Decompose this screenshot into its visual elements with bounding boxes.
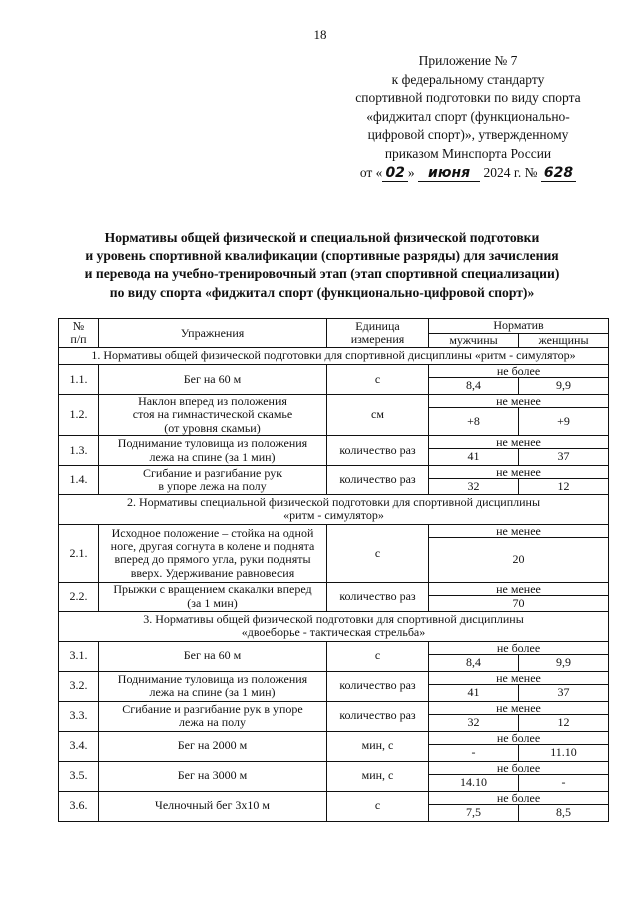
row-number: 3.6. [59, 791, 99, 821]
row-unit: см [327, 394, 429, 435]
date-month-handwritten: июня [418, 165, 480, 182]
table-row [59, 761, 609, 774]
appendix-line: «фиджитал спорт (функционально- [366, 108, 570, 124]
row-unit: с [327, 524, 429, 582]
row-qualifier: не менее [429, 582, 609, 595]
section-title: 1. Нормативы общей физической подготовки для спортивной дисциплины «ритм - симулятор» [59, 348, 609, 364]
row-unit: количество раз [327, 701, 429, 731]
row-value-women: 37 [519, 449, 609, 466]
table-row [59, 364, 609, 377]
header-women: женщины [519, 334, 609, 348]
appendix-line: приказом Минспорта России [384, 145, 552, 161]
row-number: 1.4. [59, 466, 99, 495]
row-number: 1.2. [59, 394, 99, 435]
row-exercise: Прыжки с вращением скакалки вперед (за 1 мин) [99, 582, 327, 611]
row-qualifier: не менее [429, 436, 609, 449]
date-prefix: от « [359, 164, 383, 180]
title-line: Нормативы общей физической и специальной физической подготовки [104, 230, 540, 245]
row-qualifier: не более [429, 791, 609, 804]
date-year: 2024 г. № [483, 164, 538, 180]
row-value-women: +9 [519, 408, 609, 436]
row-qualifier: не более [429, 731, 609, 744]
row-exercise: Бег на 60 м [99, 641, 327, 671]
header-num: № п/п [59, 319, 99, 348]
row-value-men: 8,4 [429, 654, 519, 671]
row-number: 3.5. [59, 761, 99, 791]
row-exercise: Наклон вперед из положения стоя на гимнастической скамье (от уровня скамьи) [99, 394, 327, 435]
table-row [59, 791, 609, 804]
order-date-line [328, 164, 608, 183]
row-unit: количество раз [327, 466, 429, 495]
page-number: 18 [313, 27, 327, 42]
title-line: и уровень спортивной квалификации (спортивные разряды) для зачисления [85, 248, 559, 264]
section-title: 3. Нормативы общей физической подготовки для спортивной дисциплины «двоеборье - тактическая стрельба» [59, 611, 609, 641]
table-row [59, 701, 609, 714]
row-number: 2.2. [59, 582, 99, 611]
row-number: 1.3. [59, 436, 99, 466]
table-row [59, 466, 609, 479]
row-exercise: Бег на 60 м [99, 364, 327, 394]
row-value-men: 41 [429, 684, 519, 701]
row-qualifier: не менее [429, 701, 609, 714]
row-unit: мин, с [327, 761, 429, 791]
row-number: 3.1. [59, 641, 99, 671]
section-title: 2. Нормативы специальной физической подготовки для спортивной дисциплины «ритм - симулятор» [59, 495, 609, 525]
row-value-men: 14.10 [429, 774, 519, 791]
row-number: 3.2. [59, 671, 99, 701]
row-qualifier: не более [429, 761, 609, 774]
row-exercise: Сгибание и разгибание рук в упоре лежа на полу [99, 466, 327, 495]
row-value-men: 8,4 [429, 377, 519, 394]
row-qualifier: не более [429, 364, 609, 377]
table-row [59, 436, 609, 449]
appendix-line: Приложение № 7 [418, 53, 518, 68]
appendix-line: к федеральному стандарту [391, 71, 545, 87]
row-exercise: Бег на 3000 м [99, 761, 327, 791]
header-unit: Единица измерения [327, 319, 429, 348]
date-day-handwritten: 02 [382, 165, 407, 182]
header-exercise: Упражнения [99, 319, 327, 348]
row-value-women: - [519, 774, 609, 791]
table-row [59, 641, 609, 654]
row-qualifier: не менее [429, 466, 609, 479]
row-exercise: Бег на 2000 м [99, 731, 327, 761]
row-exercise: Сгибание и разгибание рук в упоре лежа на полу [99, 701, 327, 731]
row-unit: мин, с [327, 731, 429, 761]
row-qualifier: не более [429, 641, 609, 654]
row-number: 3.4. [59, 731, 99, 761]
row-qualifier: не менее [429, 671, 609, 684]
row-unit: с [327, 641, 429, 671]
appendix-block [328, 52, 608, 182]
date-mid: » [407, 164, 415, 180]
row-value-women: 9,9 [519, 654, 609, 671]
row-number: 3.3. [59, 701, 99, 731]
row-number: 2.1. [59, 524, 99, 582]
row-exercise: Челночный бег 3х10 м [99, 791, 327, 821]
row-value-both: 20 [429, 537, 609, 582]
row-value-women: 11.10 [519, 744, 609, 761]
row-value-both: 70 [429, 595, 609, 611]
header-men: мужчины [429, 334, 519, 348]
row-value-women: 12 [519, 714, 609, 731]
row-unit: количество раз [327, 671, 429, 701]
row-exercise: Поднимание туловища из положения лежа на спине (за 1 мин) [99, 671, 327, 701]
row-qualifier: не менее [429, 524, 609, 537]
row-value-men: - [429, 744, 519, 761]
row-number: 1.1. [59, 364, 99, 394]
header-norm: Норматив [429, 319, 609, 334]
row-value-women: 37 [519, 684, 609, 701]
document-title [40, 229, 604, 302]
table-row [59, 671, 609, 684]
row-value-men: 41 [429, 449, 519, 466]
table-row [59, 582, 609, 595]
row-value-women: 12 [519, 479, 609, 495]
title-line: по виду спорта «фиджитал спорт (функционально-цифровой спорт)» [109, 284, 535, 300]
appendix-line: цифровой спорт)», утвержденному [367, 127, 569, 143]
table-row [59, 524, 609, 537]
row-unit: количество раз [327, 582, 429, 611]
norms-table [58, 318, 609, 822]
table-row [59, 394, 609, 407]
row-exercise: Поднимание туловища из положения лежа на спине (за 1 мин) [99, 436, 327, 466]
row-value-men: 32 [429, 714, 519, 731]
row-unit: с [327, 791, 429, 821]
appendix-line: спортивной подготовки по виду спорта [355, 90, 581, 106]
table-row [59, 731, 609, 744]
row-unit: с [327, 364, 429, 394]
row-value-men: +8 [429, 408, 519, 436]
row-unit: количество раз [327, 436, 429, 466]
row-value-women: 9,9 [519, 377, 609, 394]
row-value-men: 32 [429, 479, 519, 495]
order-number-handwritten: 628 [541, 165, 576, 182]
row-value-women: 8,5 [519, 804, 609, 821]
row-value-men: 7,5 [429, 804, 519, 821]
row-qualifier: не менее [429, 394, 609, 407]
title-line: и перевода на учебно-тренировочный этап (этап спортивной специализации) [84, 266, 560, 282]
row-exercise: Исходное положение – стойка на одной ноге, другая согнута в колене и поднята вперед до прямого угла, руки подняты вверх. Удерживание равновесия [99, 524, 327, 582]
